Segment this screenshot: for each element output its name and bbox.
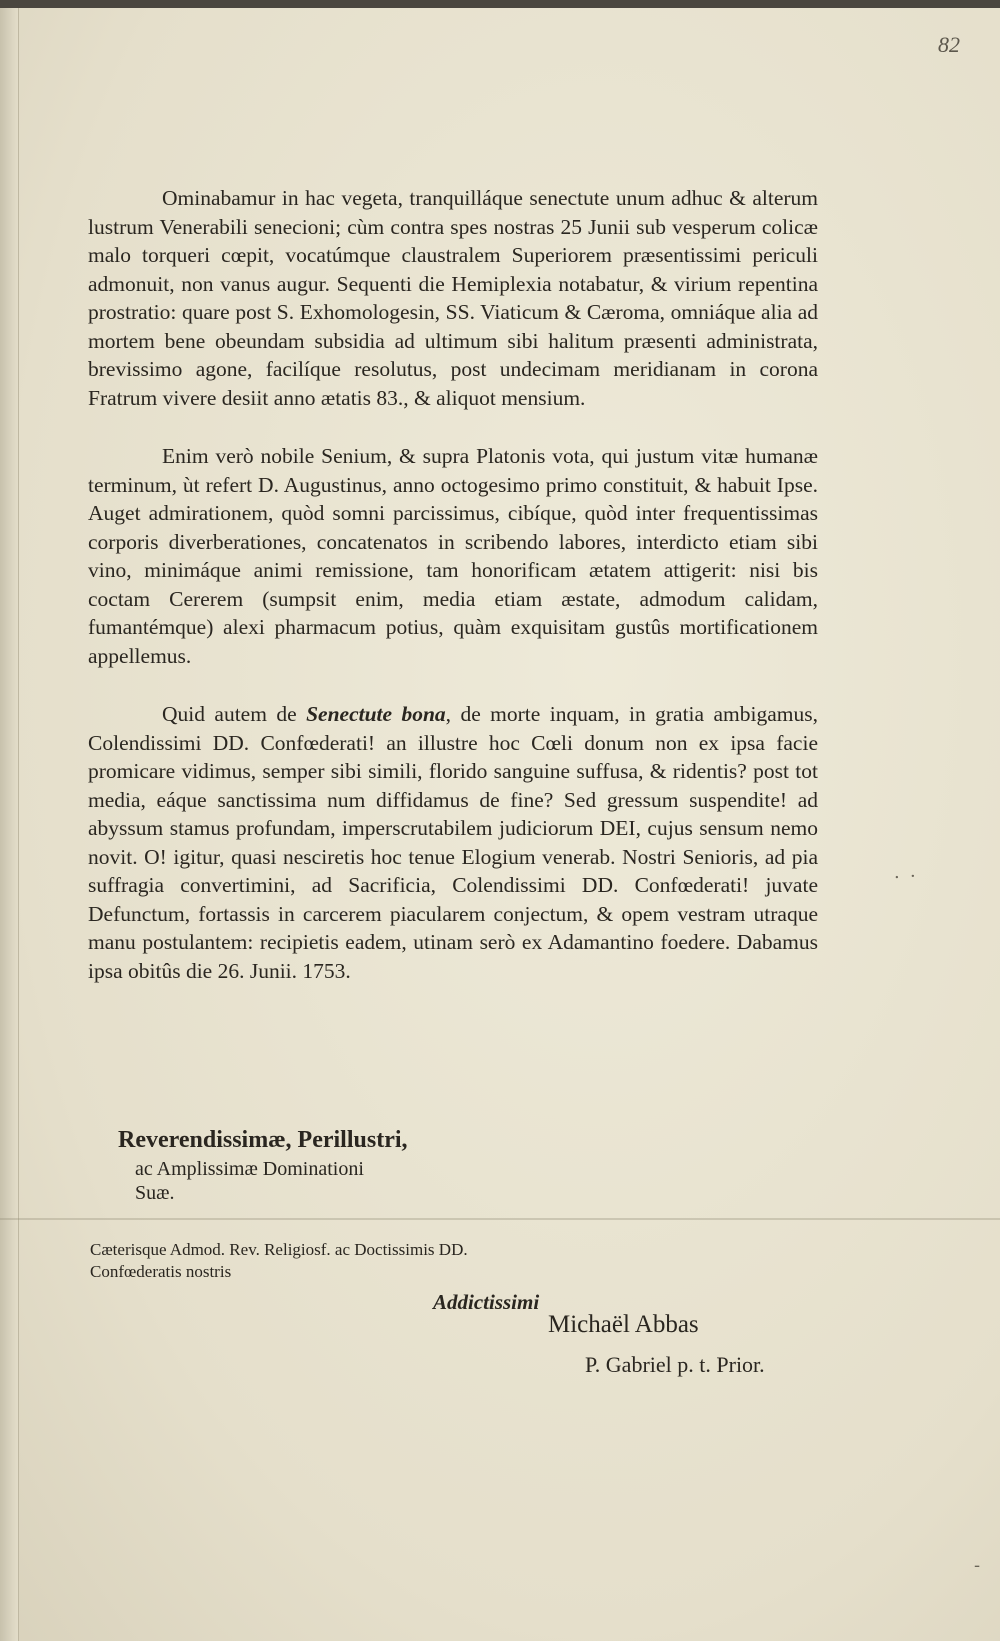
salutation-line-1: Reverendissimæ, Perillustri,	[118, 1127, 408, 1153]
paragraph-2: Enim verò nobile Senium, & supra Platonis vota, qui justum vitæ humanæ terminum, ùt refert D. Augustinus, anno octogesimo primo constituit, & habuit Ipse. Auget admirationem, quòd somni parcissimus, cibíque, quòd inter frequentissimas corporis diverberationes, concatenatos in scribendo labores, interdicto etiam sibi vino, minimáque animi remissione, tam honorificam ætatem attigerit: nisi bis coctam Cererem (sumpsit enim, media etiam æstate, admodum calidam, fumantémque) alexi pharmacum potius, quàm exquisitam gustûs mortificationem appellemus.	[88, 444, 818, 668]
signature-abbas: Michaël Abbas	[548, 1311, 699, 1338]
paragraph-3	[88, 700, 818, 985]
salutation-line-3: Suæ.	[135, 1182, 175, 1204]
page-fold-line	[0, 1218, 1000, 1220]
paragraph-3-lead: Quid autem de	[162, 702, 307, 726]
body-text	[88, 184, 818, 985]
salutation-line-2: ac Amplissimæ Dominationi	[135, 1158, 364, 1180]
salutation-lines	[135, 1157, 364, 1205]
paragraph-3-emphasis: Senectute bona	[306, 702, 446, 726]
margin-mark-3: -	[974, 1555, 981, 1576]
addictissimi-label: Addictissimi	[433, 1290, 540, 1314]
footnote: Cæterisque Admod. Rev. Religiosf. ac Doctissimis DD. Confœderatis nostris	[90, 1240, 468, 1281]
margin-mark-1: .	[894, 862, 900, 883]
binding-margin	[0, 8, 19, 1641]
margin-mark-2: ·	[910, 866, 916, 887]
paragraph-1: Ominabamur in hac vegeta, tranquilláque senectute unum adhuc & alterum lustrum Venerabili senecioni; cùm contra spes nostras 25 Junii sub vesperum colicæ malo torqueri cœpit, vocatúmque claustralem Superiorem præsentissimi periculi admonuit, non vanus augur. Sequenti die Hemiplexia notabatur, & virium repentina prostratio: quare post S. Exhomologesin, SS. Viaticum & Cæroma, omniáque alia ad mortem bene obeundam subsidia ad ultimum sibi halitum præsenti administrata, brevissimo agone, facilíque resolutus, post undecimam meridianam in corona Fratrum vivere desiit anno ætatis 83., & aliquot mensium.	[88, 186, 818, 410]
signature-prior: P. Gabriel p. t. Prior.	[585, 1352, 765, 1377]
paragraph-3-rest: , de morte inquam, in gratia ambigamus, Colendissimi DD. Confœderati! an illustre hoc Cœli donum non ex ipsa facie promicare vidimus, semper sibi simili, florido sanguine suffusa, & ridentis? post tot media, eáque sanctissima num diffidamus de fine? Sed gressum suspendite! ad abyssum stamus profundam, imperscrutabilem judiciorum DEI, cujus sensum nemo novit. O! igitur, quasi nesciretis hoc tenue Elogium venerab. Nostri Senioris, ad pia suffragia convertimini, ad Sacrificia, Colendissimi DD. Confœderati! juvate Defunctum, fortassis in carcerem piacularem conjectum, & opem vestram utraque manu postulantem: recipietis eadem, utinam serò ex Adamantino foedere. Dabamus ipsa obitûs die 26. Junii. 1753.	[88, 702, 818, 983]
scan-top-edge	[0, 0, 1000, 8]
folio-number: 82	[938, 32, 960, 57]
